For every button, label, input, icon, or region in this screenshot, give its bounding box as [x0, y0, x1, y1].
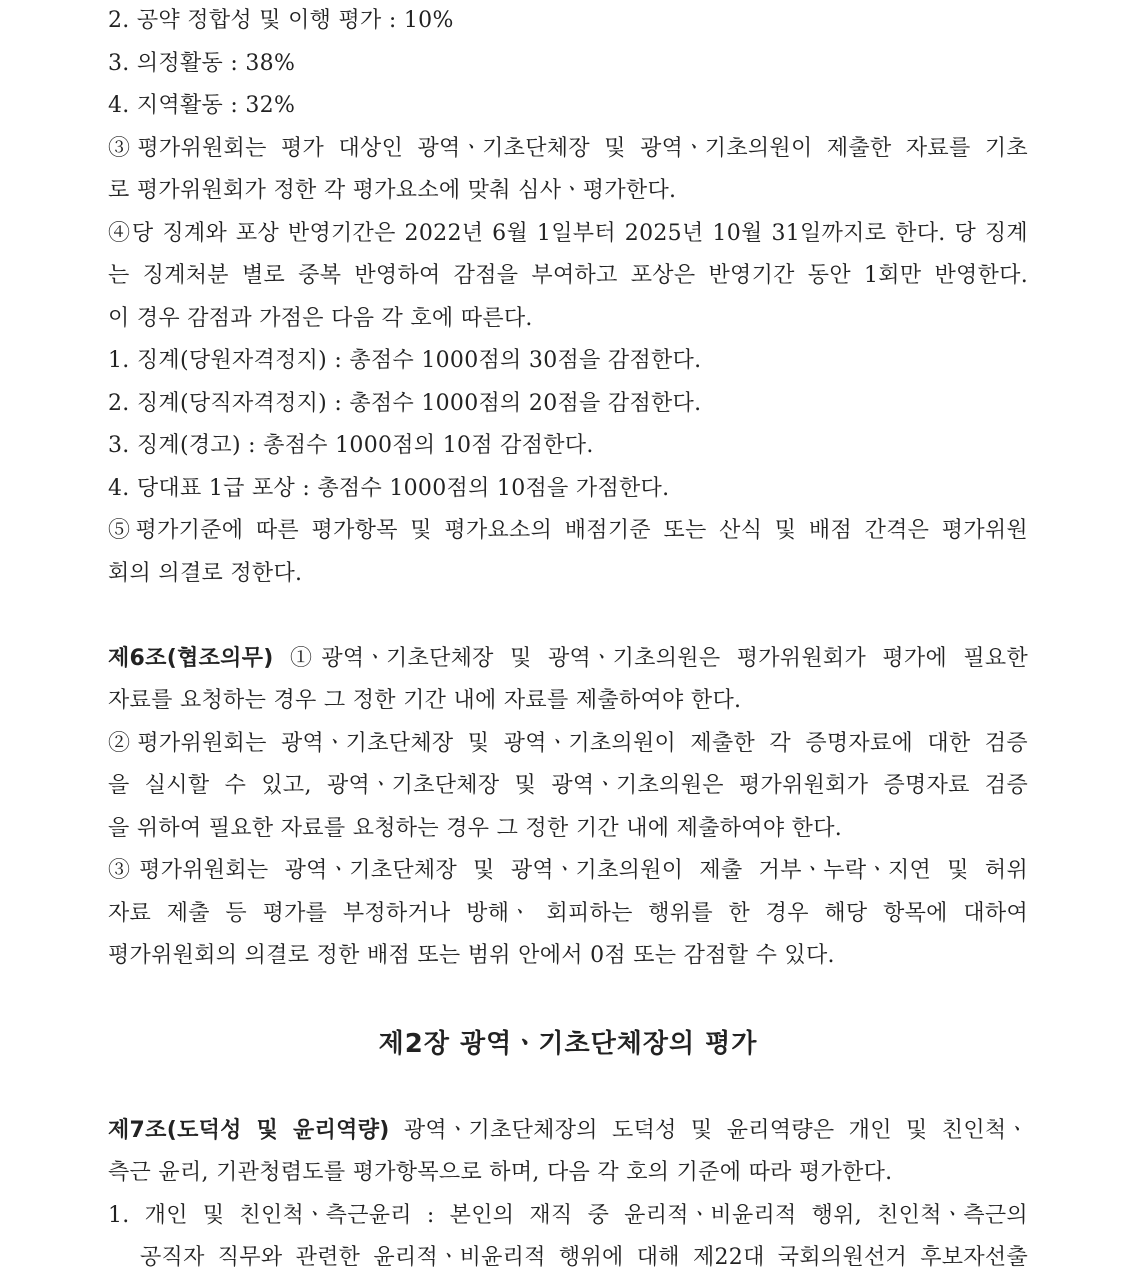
article-6-line-2: 자료를 요청하는 경우 그 정한 기간 내에 자료를 제출하여야 한다.: [108, 688, 742, 713]
article-7-item-1-line-1: 1. 개인 및 친인척ㆍ측근윤리 : 본인의 재직 중 윤리적ㆍ비윤리적 행위, 친인척ㆍ측근의: [108, 1202, 1028, 1228]
article-7-heading: 제7조(도덕성 및 윤리역량): [108, 1117, 390, 1143]
article-6-heading: 제6조(협조의무): [108, 645, 274, 671]
paragraph-5-line-2: 회의 의결로 정한다.: [108, 560, 303, 586]
paragraph-4-line-1: ④당 징계와 포상 반영기간은 2022년 6월 1일부터 2025년 10월 31일까지로 한다. 당 징계: [108, 220, 1028, 246]
article-6-line-4: 을 실시할 수 있고, 광역ㆍ기초단체장 및 광역ㆍ기초의원은 평가위원회가 증명자료 검증: [108, 773, 1028, 798]
article-6-line-6: ③평가위원회는 광역ㆍ기초단체장 및 광역ㆍ기초의원이 제출 거부ㆍ누락ㆍ지연 및 허위: [108, 858, 1028, 883]
evaluation-item-3: 3. 의정활동 : 38%: [108, 50, 296, 76]
article-7-item-1-line-2: 공직자 직무와 관련한 윤리적ㆍ비윤리적 행위에 대해 제22대 국회의원선거 후보자선출: [140, 1245, 1028, 1270]
paragraph-5-line-1: ⑤평가기준에 따른 평가항목 및 평가요소의 배점기준 또는 산식 및 배점 간격은 평가위원: [108, 518, 1028, 543]
document-page: [108, 0, 1028, 1280]
evaluation-item-4: 4. 지역활동 : 32%: [108, 93, 296, 118]
article-6-line-5: 을 위하여 필요한 자료를 요청하는 경우 그 정한 기간 내에 제출하여야 한다.: [108, 815, 843, 841]
article-6-line-8: 평가위원회의 의결로 정한 배점 또는 범위 안에서 0점 또는 감점할 수 있다.: [108, 943, 835, 968]
article-6-line-7: 자료 제출 등 평가를 부정하거나 방해ㆍ 회피하는 행위를 한 경우 해당 항목에 대하여: [108, 900, 1028, 926]
evaluation-item-2: 2. 공약 정합성 및 이행 평가 : 10%: [108, 8, 454, 33]
chapter-title: 제2장 광역ㆍ기초단체장의 평가: [378, 1028, 758, 1059]
article-7-line-1: [108, 1110, 1028, 1153]
article-7-line-2: 측근 윤리, 기관청렴도를 평가항목으로 하며, 다음 각 호의 기준에 따라 평가한다.: [108, 1160, 893, 1185]
paragraph-4-line-2: 는 징계처분 별로 중복 반영하여 감점을 부여하고 포상은 반영기간 동안 1회만 반영한다.: [108, 263, 1028, 288]
reward-item-4: 4. 당대표 1급 포상 : 총점수 1000점의 10점을 가점한다.: [108, 475, 670, 501]
paragraph-4-line-3: 이 경우 감점과 가점은 다음 각 호에 따른다.: [108, 305, 533, 331]
article-6-line-1: [108, 638, 1028, 681]
paragraph-3-line-2: 로 평가위원회가 정한 각 평가요소에 맞춰 심사ㆍ평가한다.: [108, 178, 677, 203]
discipline-item-1: 1. 징계(당원자격정지) : 총점수 1000점의 30점을 감점한다.: [108, 348, 702, 373]
article-6-text: ①광역ㆍ기초단체장 및 광역ㆍ기초의원은 평가위원회가 평가에 필요한: [273, 645, 1028, 671]
section-spacer: [108, 1074, 1028, 1110]
article-7-text: 광역ㆍ기초단체장의 도덕성 및 윤리역량은 개인 및 친인척ㆍ: [389, 1117, 1028, 1143]
article-6-line-3: ②평가위원회는 광역ㆍ기초단체장 및 광역ㆍ기초의원이 제출한 각 증명자료에 대한 검증: [108, 730, 1028, 756]
paragraph-3-line-1: ③평가위원회는 평가 대상인 광역ㆍ기초단체장 및 광역ㆍ기초의원이 제출한 자료를 기초: [108, 135, 1028, 161]
section-spacer: [108, 978, 1028, 1014]
section-spacer: [108, 595, 1028, 638]
discipline-item-3: 3. 징계(경고) : 총점수 1000점의 10점 감점한다.: [108, 433, 594, 458]
discipline-item-2: 2. 징계(당직자격정지) : 총점수 1000점의 20점을 감점한다.: [108, 390, 702, 416]
